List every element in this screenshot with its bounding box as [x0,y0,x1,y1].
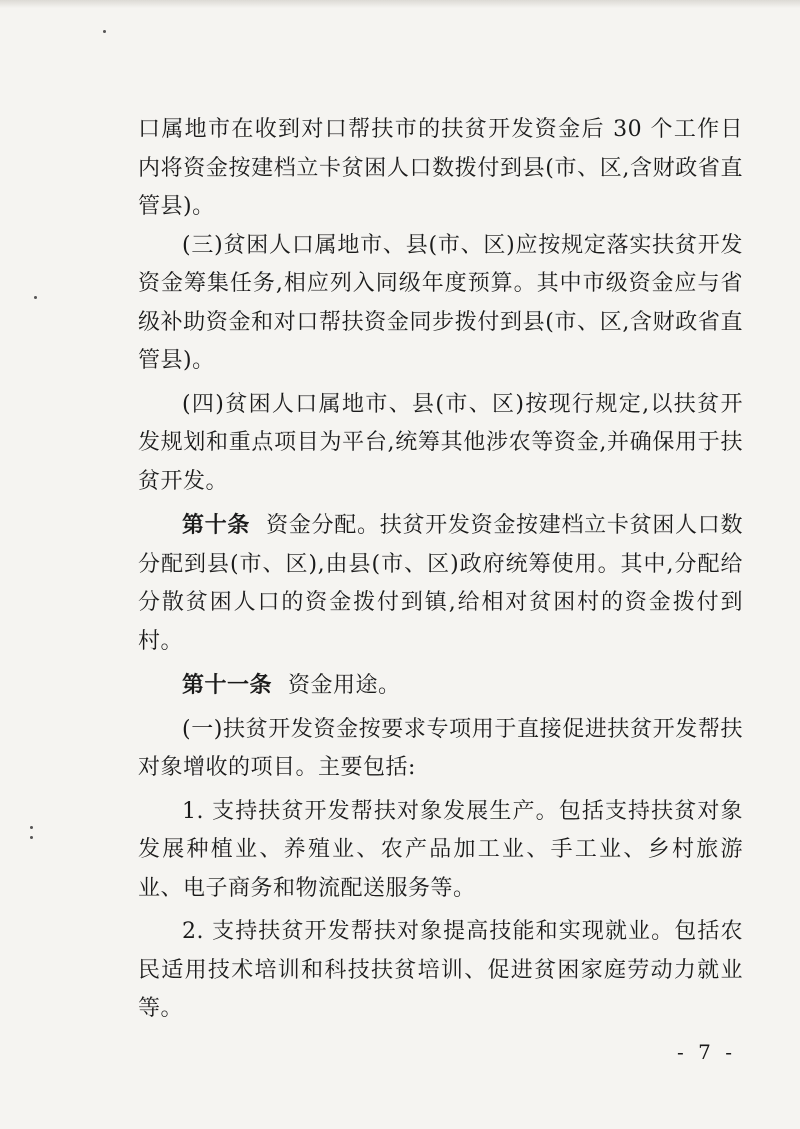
list-item [138,913,743,1029]
scan-speck [103,30,106,33]
article-heading: 第十一条 [182,672,273,698]
paragraph-text: (三)贫困人口属地市、县(市、区)应按规定落实扶贫开发资金筹集任务,相应列入同级年度预算。其中市级资金应与省级补助资金和对口帮扶资金同步拨付到县(市、区,含财政省直管县)。 [138,232,744,373]
paragraph-text: (四)贫困人口属地市、县(市、区)按现行规定,以扶贫开发规划和重点项目为平台,统筹其他涉农等资金,并确保用于扶贫开发。 [138,391,743,494]
article-paragraph [138,506,743,661]
list-item [138,793,743,909]
paragraph [138,227,743,381]
paragraph-text: 资金用途。 [288,673,401,698]
paragraph-text: 2. 支持扶贫开发帮扶对象提高技能和实现就业。包括农民适用技术培训和科技扶贫培训、促进贫困家庭劳动力就业等。 [138,919,743,1021]
paragraph-text: 1. 支持扶贫开发帮扶对象发展生产。包括支持扶贫对象发展种植业、养殖业、农产品加工业、手工业、乡村旅游业、电子商务和物流配送服务等。 [138,798,743,901]
scan-edge [0,0,800,8]
scan-speck [34,296,37,299]
paragraph [138,386,743,502]
paragraph-text: (一)扶贫开发资金按要求专项用于直接促进扶贫开发帮扶对象增收的项目。主要包括: [138,716,743,780]
paragraph [138,711,743,788]
document-body [138,111,743,1029]
scan-speck [30,836,33,839]
article-heading: 第十条 [182,512,251,538]
paragraph-text: 口属地市在收到对口帮扶市的扶贫开发资金后 30 个工作日内将资金按建档立卡贫困人口数拨付到县(市、区,含财政省直管县)。 [138,117,744,219]
page-number: - 7 - [677,1040,736,1064]
paragraph [138,111,743,227]
article-paragraph [138,666,743,706]
paragraph-text: 资金分配。扶贫开发资金按建档立卡贫困人口数分配到县(市、区),由县(市、区)政府统筹使用。其中,分配给分散贫困人口的资金拨付到镇,给相对贫困村的资金拨付到村。 [138,513,743,654]
scan-speck [30,826,33,829]
